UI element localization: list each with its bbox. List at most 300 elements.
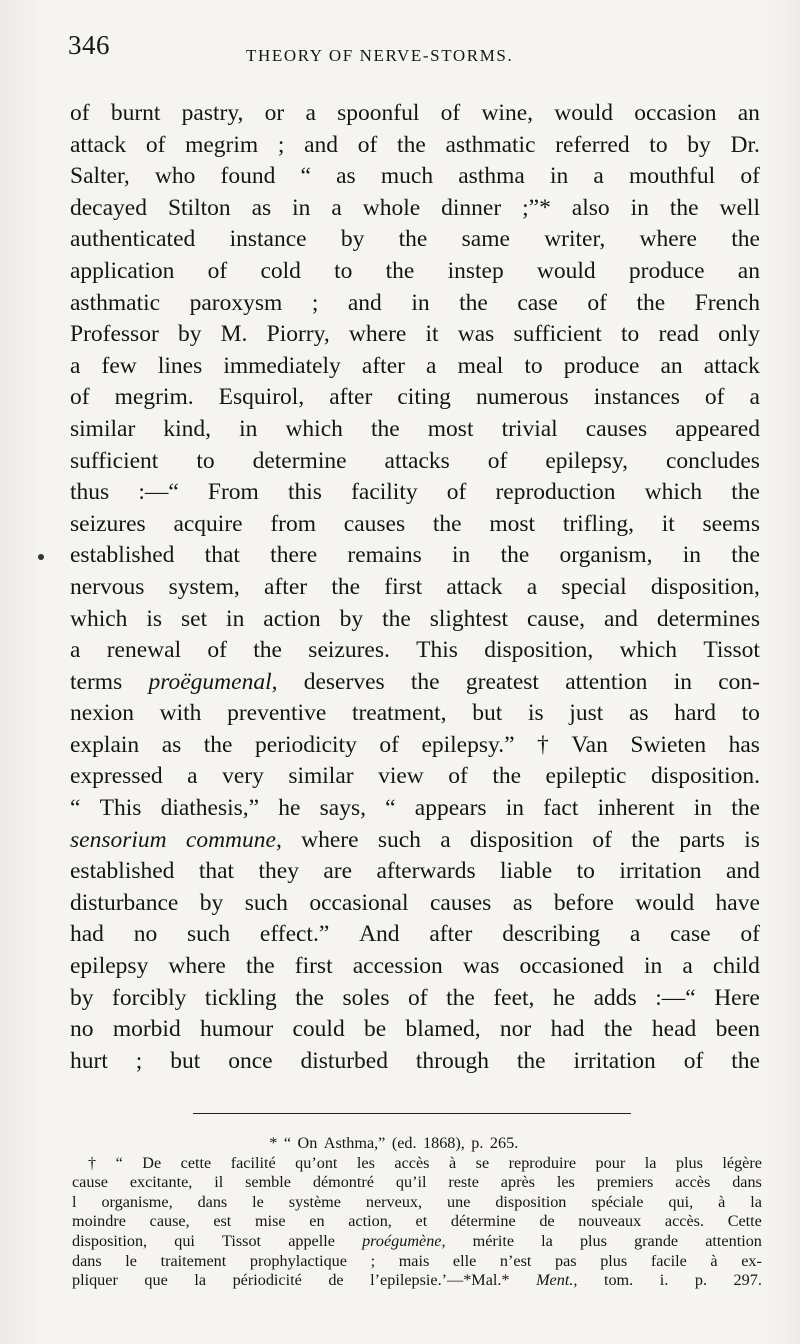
word: such	[187, 921, 231, 948]
word: of	[207, 637, 227, 664]
word: established	[70, 858, 175, 885]
word: inherent	[597, 795, 675, 822]
word: reproduction	[495, 479, 616, 506]
word: occasional	[309, 889, 409, 916]
word: determine	[252, 447, 347, 474]
word: where	[348, 321, 407, 348]
word: traitement	[160, 1251, 227, 1270]
word: also	[571, 194, 610, 221]
word: remains	[347, 542, 422, 569]
word: no	[133, 921, 158, 948]
footnote-line	[72, 1232, 762, 1252]
word: of	[407, 984, 428, 1011]
word: first	[294, 953, 333, 980]
word: action,	[348, 1212, 392, 1231]
word: thus	[70, 479, 110, 506]
word: which	[644, 479, 703, 506]
word: in	[505, 795, 524, 822]
word: parts	[679, 826, 725, 853]
word: reproduire	[508, 1153, 577, 1172]
word: soles	[342, 984, 390, 1011]
word: plus	[600, 1251, 628, 1270]
word: qu’ont	[295, 1153, 338, 1172]
word: sufficient	[70, 447, 159, 474]
word: describing	[502, 921, 601, 948]
word: in	[226, 605, 245, 632]
word: causes	[429, 889, 492, 916]
word: similar	[70, 415, 136, 442]
word: forcibly	[112, 984, 187, 1011]
word: attack	[70, 131, 127, 158]
word: instep	[447, 257, 504, 284]
word: set	[181, 605, 208, 632]
word: se	[475, 1153, 490, 1172]
text-line	[70, 193, 760, 225]
word: as	[512, 889, 533, 916]
word: morbid	[112, 1016, 181, 1043]
word: produce	[628, 257, 705, 284]
word: a	[70, 352, 81, 379]
word: in	[643, 953, 663, 980]
word: Stilton	[167, 194, 231, 221]
text-line	[70, 825, 760, 857]
word: hurt	[70, 1047, 108, 1074]
word: il	[214, 1173, 224, 1192]
word: deserves	[303, 668, 385, 695]
word: cause	[72, 1173, 108, 1192]
word: writer,	[544, 226, 606, 253]
word: ;	[277, 131, 285, 158]
word: elle	[452, 1251, 477, 1270]
text-line	[70, 161, 760, 193]
word: premiers	[596, 1173, 654, 1192]
word: in	[239, 415, 258, 442]
word: of	[592, 826, 612, 853]
word: the	[398, 226, 428, 253]
word: a	[426, 352, 437, 379]
word: the	[492, 763, 522, 790]
text-line	[70, 98, 760, 130]
word: disposition,	[650, 573, 760, 600]
word: head	[651, 1016, 697, 1043]
footnotes	[72, 1134, 762, 1291]
word: Asthma,”	[323, 1134, 386, 1152]
word: of	[704, 384, 725, 411]
word: the	[516, 1047, 546, 1074]
word: to	[741, 700, 760, 727]
word: greatest	[465, 668, 539, 695]
word: a	[187, 763, 198, 790]
word: the	[397, 131, 426, 158]
word: la	[750, 1192, 762, 1211]
word: i.	[659, 1271, 669, 1290]
word: to	[621, 321, 640, 348]
word: of	[587, 289, 607, 316]
word: concludes	[665, 447, 760, 474]
word: Dr.	[730, 131, 760, 158]
text-line	[70, 130, 760, 162]
word: epilepsy,	[545, 447, 628, 474]
word: And	[359, 921, 400, 948]
word: are	[323, 858, 353, 885]
word: disturbance	[70, 889, 179, 916]
body-text	[70, 98, 760, 1077]
word: case	[517, 289, 558, 316]
word: the	[432, 510, 462, 537]
word: French	[694, 289, 760, 316]
text-line	[70, 540, 760, 572]
word: had	[550, 1016, 585, 1043]
word: trivial	[501, 415, 558, 442]
word: pour	[595, 1153, 626, 1172]
margin-mark	[38, 554, 44, 560]
word: epileptic	[545, 763, 627, 790]
word: l’epilepsie.’—*Mal.*	[370, 1271, 510, 1290]
word: an	[737, 257, 760, 284]
word: reste	[448, 1173, 479, 1192]
word: the	[636, 289, 666, 316]
word: the	[370, 415, 400, 442]
word: such	[244, 889, 288, 916]
word: have	[715, 889, 760, 916]
word: la	[644, 1153, 657, 1172]
word: much	[380, 163, 434, 190]
word: les	[556, 1173, 575, 1192]
text-line	[70, 509, 760, 541]
word: qu’il	[395, 1173, 427, 1192]
word: he	[278, 795, 301, 822]
word: hard	[674, 700, 716, 727]
word: immediately	[223, 352, 341, 379]
word: paroxysm	[189, 289, 283, 316]
word: which	[619, 637, 678, 664]
word: explain	[70, 731, 140, 758]
word: a	[629, 921, 641, 948]
word: there	[270, 542, 318, 569]
word: après	[500, 1173, 535, 1192]
word: by	[340, 226, 365, 253]
word: terms	[70, 668, 123, 695]
word: kind,	[163, 415, 212, 442]
word: grande	[634, 1231, 679, 1250]
word: the	[385, 257, 415, 284]
word: the	[669, 194, 699, 221]
word: et	[415, 1212, 428, 1231]
word: †	[537, 731, 549, 758]
word: dans	[197, 1192, 228, 1211]
word: in	[411, 289, 430, 316]
word: after	[429, 921, 473, 948]
word: proëgumenal,	[148, 668, 278, 695]
word: was	[457, 321, 495, 348]
word: (ed.	[391, 1134, 417, 1152]
word: irritation	[619, 858, 702, 885]
word: which	[285, 415, 343, 442]
word: the	[731, 226, 760, 253]
word: sensorium	[70, 826, 167, 853]
word: of	[740, 921, 760, 948]
word: be	[364, 1016, 387, 1043]
word: acquire	[173, 510, 243, 537]
word: que	[144, 1271, 168, 1290]
word: légère	[722, 1153, 762, 1172]
word: case	[670, 921, 711, 948]
word: where	[168, 953, 226, 980]
text-line	[70, 793, 760, 825]
word: ex-	[741, 1251, 762, 1270]
word: the	[410, 668, 440, 695]
word: after	[361, 352, 405, 379]
word: of	[440, 100, 461, 126]
word: disposition,	[484, 637, 594, 664]
word: tickling	[204, 984, 277, 1011]
word: “	[385, 795, 396, 822]
word: cold	[260, 257, 301, 284]
word: This	[416, 637, 458, 664]
word: ;”*	[522, 194, 551, 221]
word: appelle	[288, 1231, 335, 1250]
text-line	[70, 288, 760, 320]
word: they	[258, 858, 299, 885]
word: seems	[702, 510, 760, 537]
word: cette	[180, 1153, 212, 1172]
word: facility	[351, 479, 418, 506]
word: the	[382, 605, 411, 632]
word: is	[744, 826, 760, 853]
word: détermine	[450, 1212, 516, 1231]
word: a	[331, 194, 342, 221]
word: lines	[157, 352, 203, 379]
word: prophylactique	[249, 1251, 347, 1270]
word: a	[70, 637, 81, 664]
word: afterwards	[376, 858, 476, 885]
word: mais	[398, 1251, 430, 1270]
word: action	[263, 605, 321, 632]
word: burnt	[110, 100, 161, 126]
word: in	[673, 668, 692, 695]
text-line	[70, 667, 760, 699]
word: :—“	[655, 984, 696, 1011]
word: would	[536, 257, 596, 284]
word: no	[70, 1016, 94, 1043]
word: first	[384, 573, 423, 600]
word: nervous	[70, 573, 145, 600]
footnote-line	[72, 1193, 762, 1213]
word: produce	[563, 352, 640, 379]
word: well	[719, 194, 760, 221]
word: Here	[714, 984, 760, 1011]
text-line	[70, 256, 760, 288]
word: nouveaux	[578, 1212, 642, 1231]
word: as	[161, 731, 182, 758]
text-line	[70, 888, 760, 920]
word: accès.	[664, 1212, 704, 1231]
word: as	[628, 700, 649, 727]
word: feet,	[493, 984, 535, 1011]
word: in	[292, 194, 311, 221]
word: attention	[705, 1231, 762, 1250]
word: périodicité	[232, 1271, 302, 1290]
word: spoonful	[337, 100, 420, 126]
word: sufficient	[513, 321, 602, 348]
word: excitante,	[129, 1173, 193, 1192]
word: 297.	[733, 1271, 762, 1290]
word: the	[731, 795, 760, 822]
word: the	[295, 984, 324, 1011]
word: asthmatic	[70, 289, 161, 316]
word: disposition	[495, 1192, 567, 1211]
word: attention	[565, 668, 648, 695]
word: spéciale	[591, 1192, 644, 1211]
word: mise	[255, 1212, 286, 1231]
word: “	[283, 1134, 292, 1152]
text-line	[70, 1046, 760, 1078]
word: dans	[72, 1251, 102, 1270]
word: à	[448, 1153, 457, 1172]
word: qui,	[668, 1192, 694, 1211]
text-line	[70, 224, 760, 256]
word: accès	[394, 1153, 430, 1172]
word: the	[331, 573, 361, 600]
word: liable	[500, 858, 553, 885]
word: semble	[245, 1173, 291, 1192]
word: causes	[585, 415, 648, 442]
word: could	[292, 1016, 345, 1043]
word: found	[220, 163, 276, 190]
word: only	[718, 321, 760, 348]
word: where	[301, 826, 359, 853]
word: who	[154, 163, 196, 190]
word: Salter,	[70, 163, 130, 190]
text-line	[70, 382, 760, 414]
word: is	[146, 605, 163, 632]
word: en	[309, 1212, 325, 1231]
word: Ment.,	[536, 1271, 578, 1290]
word: instance	[229, 226, 307, 253]
word: a	[593, 163, 604, 190]
word: system,	[168, 573, 240, 600]
word: appears	[414, 795, 487, 822]
word: appeared	[675, 415, 760, 442]
text-line	[70, 351, 760, 383]
word: :—“	[138, 479, 179, 506]
word: asthma	[458, 163, 525, 190]
text-line	[70, 983, 760, 1015]
word: in	[693, 795, 713, 822]
word: démontré	[312, 1173, 374, 1192]
word: would	[554, 100, 613, 126]
word: a	[682, 953, 693, 980]
word: la	[194, 1271, 207, 1290]
word: moindre	[72, 1212, 126, 1231]
word: once	[228, 1047, 273, 1074]
word: the	[731, 1047, 760, 1074]
word: the	[253, 637, 282, 664]
word: the	[459, 289, 488, 316]
word: same	[461, 226, 510, 253]
word: dans	[732, 1173, 762, 1192]
word: numerous	[475, 384, 569, 411]
word: attack	[703, 352, 760, 379]
word: ;	[370, 1251, 376, 1270]
word: in	[630, 194, 649, 221]
word: of	[379, 731, 399, 758]
text-line	[70, 761, 760, 793]
word: instances	[593, 384, 680, 411]
word: meal	[457, 352, 504, 379]
word: Esquirol,	[218, 384, 305, 411]
word: irritation	[573, 1047, 656, 1074]
word: disturbed	[300, 1047, 388, 1074]
word: the	[245, 953, 275, 980]
word: as	[251, 194, 272, 221]
word: asthmatic	[445, 131, 536, 158]
word: preventive	[227, 700, 327, 727]
word: view	[378, 763, 424, 790]
word: facile	[650, 1251, 687, 1270]
word: à	[710, 1251, 718, 1270]
word: he	[552, 984, 576, 1011]
word: a	[749, 384, 760, 411]
word: been	[715, 1016, 760, 1043]
word: megrim.	[114, 384, 194, 411]
word: the	[731, 542, 760, 569]
word: epilepsy.”	[421, 731, 515, 758]
text-line	[70, 698, 760, 730]
word: commune,	[185, 826, 282, 853]
word: †	[88, 1153, 97, 1172]
word: where	[639, 226, 697, 253]
word: had	[70, 921, 104, 948]
word: the	[731, 479, 760, 506]
word: cause,	[149, 1212, 190, 1231]
word: in	[682, 542, 701, 569]
word: l	[72, 1192, 77, 1211]
word: le	[252, 1192, 264, 1211]
word: From	[207, 479, 259, 506]
word: to	[524, 352, 543, 379]
word: les	[356, 1153, 375, 1172]
word: of	[487, 447, 508, 474]
word: would	[635, 889, 695, 916]
word: occasioned	[519, 953, 624, 980]
word: was	[462, 953, 500, 980]
word: epilepsy	[70, 953, 149, 980]
word: adds	[593, 984, 637, 1011]
word: few	[101, 352, 137, 379]
word: 265.	[489, 1134, 519, 1152]
word: most	[489, 510, 536, 537]
word: a	[526, 573, 538, 600]
text-line	[70, 572, 760, 604]
footnote-line	[72, 1252, 762, 1272]
word: which	[70, 605, 128, 632]
text-line	[70, 604, 760, 636]
word: periodicity	[255, 731, 357, 758]
word: causes	[343, 510, 406, 537]
word: in	[452, 542, 471, 569]
word: the	[500, 542, 530, 569]
word: determines	[656, 605, 760, 632]
word: of	[70, 384, 90, 411]
word: ;	[311, 289, 319, 316]
word: an	[660, 352, 683, 379]
word: fact	[543, 795, 579, 822]
word: à	[718, 1192, 726, 1211]
word: nor	[499, 1016, 532, 1043]
word: humour	[200, 1016, 274, 1043]
word: but	[170, 1047, 201, 1074]
